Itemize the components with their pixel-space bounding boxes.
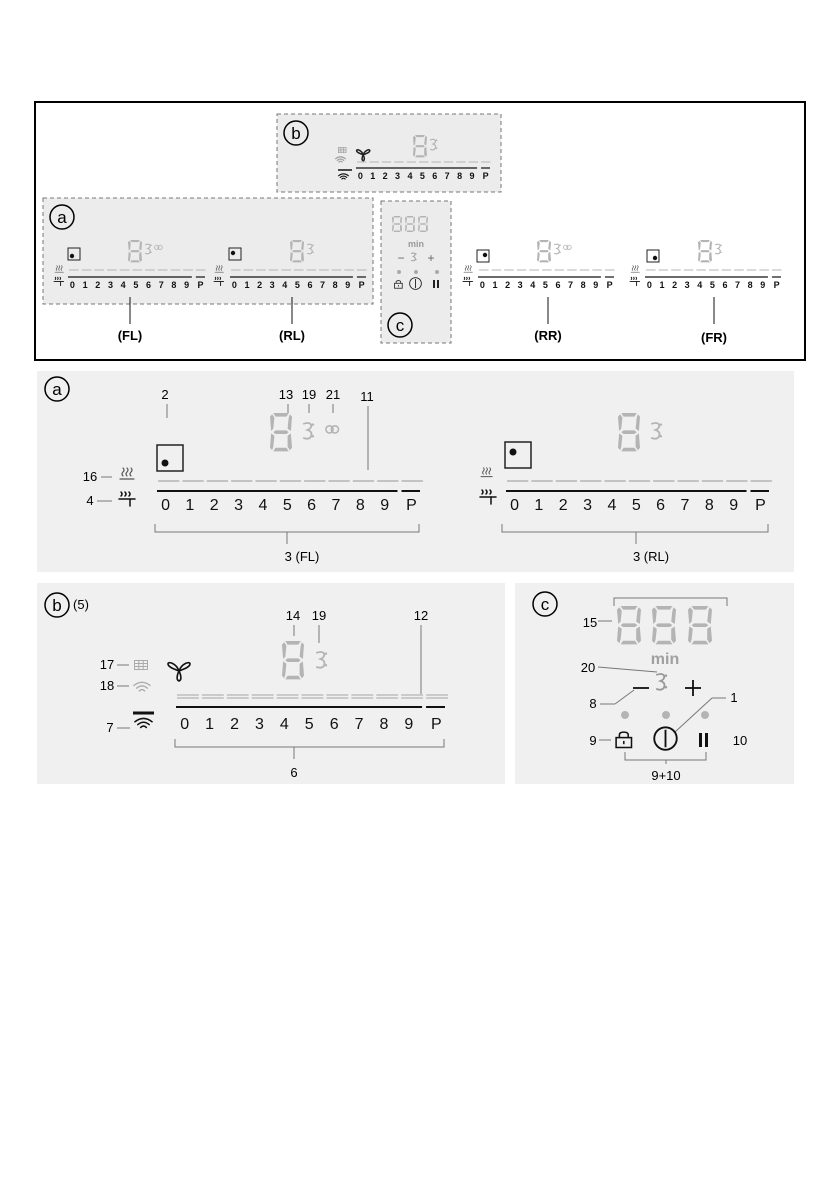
- detail-fl-level-8[interactable]: 8: [355, 497, 365, 514]
- overview-rr-level-P[interactable]: P: [606, 280, 613, 290]
- overview-rr-level-9[interactable]: 9: [593, 280, 599, 290]
- bracket-label-fl: 3 (FL): [284, 549, 320, 564]
- callout-19: 19: [301, 387, 317, 402]
- overview-rr-level-6[interactable]: 6: [555, 280, 561, 290]
- overview-b-level-0[interactable]: 0: [357, 171, 363, 181]
- callout-20: 20: [580, 660, 596, 675]
- overview-zone-c-letter: c: [395, 316, 405, 335]
- overview-rl-level-1[interactable]: 1: [244, 280, 250, 290]
- overview-b-level-P[interactable]: P: [482, 171, 489, 181]
- overview-b-level-1[interactable]: 1: [370, 171, 376, 181]
- overview-fl-level-1[interactable]: 1: [82, 280, 88, 290]
- overview-fl-level-8[interactable]: 8: [171, 280, 177, 290]
- overview-zone-a-letter: a: [57, 208, 67, 227]
- section-c-detail: [515, 583, 794, 784]
- section-c-letter: c: [540, 595, 550, 614]
- callout-8: 8: [589, 696, 597, 711]
- section-b-letter: b: [52, 596, 62, 615]
- detail-fl-level-4[interactable]: 4: [258, 497, 268, 514]
- zone-label-rl: (RL): [279, 328, 305, 343]
- zone-label-fr: (FR): [701, 330, 727, 345]
- detail-rl-level-0[interactable]: 0: [510, 497, 519, 514]
- callout-13: 13: [278, 387, 294, 402]
- overview-rr-level-0[interactable]: 0: [479, 280, 485, 290]
- overview-rl-level-5[interactable]: 5: [294, 280, 300, 290]
- ventilation-level-2[interactable]: 2: [230, 716, 239, 733]
- overview-fr-level-1[interactable]: 1: [659, 280, 665, 290]
- detail-fl-level-2[interactable]: 2: [209, 497, 219, 514]
- overview-fr-level-7[interactable]: 7: [735, 280, 741, 290]
- callout-16: 16: [82, 469, 98, 484]
- section-a-detail: [37, 371, 794, 572]
- detail-rl-level-P[interactable]: P: [755, 497, 766, 514]
- timer-unit: min: [650, 651, 680, 668]
- overview-b-level-7[interactable]: 7: [444, 171, 450, 181]
- detail-rl-level-7[interactable]: 7: [680, 497, 690, 514]
- detail-rl-level-5[interactable]: 5: [631, 497, 641, 514]
- overview-rl-level-7[interactable]: 7: [320, 280, 326, 290]
- detail-fl-level-P[interactable]: P: [406, 497, 417, 514]
- overview-fr-level-6[interactable]: 6: [722, 280, 728, 290]
- section-b-suffix: (5): [73, 597, 89, 612]
- overview-plus: +: [427, 251, 435, 265]
- detail-fl-level-6[interactable]: 6: [307, 497, 317, 514]
- overview-fl-level-2[interactable]: 2: [95, 280, 101, 290]
- detail-rl-level-8[interactable]: 8: [704, 497, 714, 514]
- ventilation-level-3[interactable]: 3: [254, 716, 264, 733]
- overview-fl-level-3[interactable]: 3: [107, 280, 114, 290]
- detail-rl-level-2[interactable]: 2: [558, 497, 568, 514]
- callout-14: 14: [285, 608, 301, 623]
- overview-fr-level-P[interactable]: P: [773, 280, 780, 290]
- zone-label-rr: (RR): [534, 328, 562, 343]
- detail-fl-level-7[interactable]: 7: [331, 497, 341, 514]
- overview-rr-level-5[interactable]: 5: [542, 280, 548, 290]
- overview-fl-level-0[interactable]: 0: [69, 280, 75, 290]
- callout-4: 4: [86, 493, 94, 508]
- overview-fl-level-6[interactable]: 6: [146, 280, 152, 290]
- ventilation-level-7[interactable]: 7: [354, 716, 364, 733]
- overview-rl-level-3[interactable]: 3: [269, 280, 275, 290]
- overview-fr-level-4[interactable]: 4: [697, 280, 703, 290]
- callout-9: 9: [589, 733, 597, 748]
- callout-2: 2: [161, 387, 169, 402]
- section-b-detail: [37, 583, 505, 784]
- overview-zone-c: [381, 201, 451, 343]
- zone-label-fl: (FL): [117, 328, 143, 343]
- detail-fl-level-3[interactable]: 3: [234, 497, 244, 514]
- overview-fr-level-0[interactable]: 0: [646, 280, 652, 290]
- overview-fr-level-9[interactable]: 9: [760, 280, 766, 290]
- ventilation-level-1[interactable]: 1: [205, 716, 215, 733]
- overview-rr-level-8[interactable]: 8: [580, 280, 586, 290]
- callout-10: 10: [732, 733, 748, 748]
- detail-fl-level-5[interactable]: 5: [282, 497, 292, 514]
- overview-fr-level-8[interactable]: 8: [747, 280, 753, 290]
- overview-fl-level-4[interactable]: 4: [120, 280, 126, 290]
- callout-21: 21: [325, 387, 341, 402]
- overview-zone-b-letter: b: [291, 124, 301, 143]
- overview-b-level-5[interactable]: 5: [419, 171, 425, 181]
- section-a-panel: [37, 371, 794, 572]
- detail-rl-level-6[interactable]: 6: [656, 497, 666, 514]
- detail-fl-level-9[interactable]: 9: [380, 497, 390, 514]
- ventilation-level-5[interactable]: 5: [304, 716, 314, 733]
- bracket-label-9-10: 9+10: [651, 768, 681, 783]
- overview-fl-level-5[interactable]: 5: [133, 280, 139, 290]
- overview-fl-level-7[interactable]: 7: [158, 280, 164, 290]
- overview-zone-b: [277, 114, 501, 192]
- ventilation-level-0[interactable]: 0: [180, 716, 190, 733]
- overview-b-level-6[interactable]: 6: [432, 171, 438, 181]
- overview-fl-level-9[interactable]: 9: [184, 280, 190, 290]
- callout-19b: 19: [311, 608, 327, 623]
- ventilation-level-8[interactable]: 8: [379, 716, 389, 733]
- overview-rl-level-4[interactable]: 4: [282, 280, 288, 290]
- overview-b-level-9[interactable]: 9: [469, 171, 475, 181]
- overview-fr-level-3[interactable]: 3: [684, 280, 690, 290]
- overview-rr-level-2[interactable]: 2: [505, 280, 511, 290]
- callout-1: 1: [730, 690, 738, 705]
- callout-17: 17: [99, 657, 115, 672]
- callout-15: 15: [582, 615, 598, 630]
- ventilation-level-P[interactable]: P: [430, 716, 442, 733]
- overview-minus: −: [397, 251, 405, 265]
- section-a-letter: a: [52, 380, 62, 399]
- overview-b-level-2[interactable]: 2: [382, 171, 388, 181]
- callout-18: 18: [99, 678, 115, 693]
- ventilation-level-6[interactable]: 6: [329, 716, 339, 733]
- callout-7: 7: [106, 720, 114, 735]
- overview-b-level-8[interactable]: 8: [457, 171, 463, 181]
- overview-rl-level-6[interactable]: 6: [307, 280, 313, 290]
- overview-timer-unit: min: [407, 239, 425, 249]
- detail-rl-level-9[interactable]: 9: [729, 497, 739, 514]
- overview-fl-level-P[interactable]: P: [197, 280, 204, 290]
- overview-rr-level-1[interactable]: 1: [492, 280, 498, 290]
- ventilation-level-9[interactable]: 9: [404, 716, 414, 733]
- detail-rl-level-4[interactable]: 4: [607, 497, 617, 514]
- overview-b-level-4[interactable]: 4: [407, 171, 413, 181]
- overview-fr-level-2[interactable]: 2: [672, 280, 678, 290]
- overview-rl-level-0[interactable]: 0: [231, 280, 237, 290]
- overview-b-level-3[interactable]: 3: [395, 171, 401, 181]
- callout-11: 11: [360, 389, 374, 404]
- overview-rl-level-P[interactable]: P: [358, 280, 365, 290]
- detail-fl-level-1[interactable]: 1: [185, 497, 195, 514]
- overview-diagram: [35, 102, 805, 360]
- overview-rl-level-9[interactable]: 9: [345, 280, 351, 290]
- overview-rl-level-2[interactable]: 2: [257, 280, 263, 290]
- detail-fl-level-0[interactable]: 0: [161, 497, 170, 514]
- callout-12: 12: [413, 608, 429, 623]
- ventilation-level-4[interactable]: 4: [279, 716, 289, 733]
- detail-rl-level-1[interactable]: 1: [534, 497, 544, 514]
- overview-rr-level-7[interactable]: 7: [568, 280, 574, 290]
- overview-fr-level-5[interactable]: 5: [709, 280, 715, 290]
- overview-rr-level-3[interactable]: 3: [517, 280, 523, 290]
- bracket-label-rl: 3 (RL): [632, 549, 670, 564]
- overview-rl-level-8[interactable]: 8: [332, 280, 338, 290]
- detail-rl-level-3[interactable]: 3: [583, 497, 593, 514]
- bracket-label-6: 6: [290, 765, 298, 780]
- overview-rr-level-4[interactable]: 4: [530, 280, 536, 290]
